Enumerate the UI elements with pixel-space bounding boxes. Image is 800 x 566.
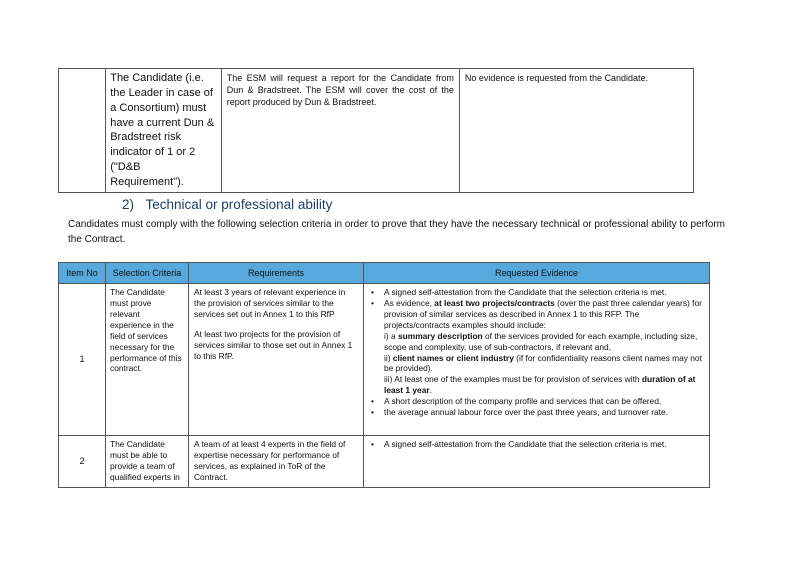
item-number: 2 (59, 436, 106, 488)
evidence-cell: No evidence is requested from the Candidate. (459, 69, 693, 193)
item-cell-empty (59, 69, 106, 193)
list-item: • A signed self-attestation from the Candidate that the selection criteria is met. (384, 287, 704, 298)
item-number: 1 (59, 284, 106, 436)
technical-ability-table (58, 262, 710, 488)
section-title: Technical or professional ability (145, 197, 333, 212)
evidence-cell (364, 436, 710, 488)
list-item: • the average annual labour force over the past three years, and turnover rate. (384, 407, 704, 418)
header-requested-evidence: Requested Evidence (364, 263, 710, 284)
requirement-projects: At least two projects for the provision of services similar to those set out in Annex 1 to this RfP. (194, 328, 353, 361)
criterion-cell: The Candidate (i.e. the Leader in case of a Consortium) must have a current Dun & Bradstreet risk indicator of 1 or 2 ("D&B Requirement"). (106, 69, 222, 193)
list-item: • A signed self-attestation from the Candidate that the selection criteria is met. (384, 439, 704, 450)
requirements-cell: The ESM will request a report for the Candidate from Dun & Bradstreet. The ESM will cover the cost of the report produced by Dun & Bradstreet. (221, 69, 459, 193)
dnb-requirement-table (58, 68, 694, 193)
table-row (59, 436, 710, 488)
requirement-years: At least 3 years of relevant experience in the provision of services similar to the services set out in Annex 1 to this RfP (194, 287, 346, 319)
header-row (59, 263, 710, 284)
list-item: • A short description of the company profile and services that can be offered, (384, 396, 704, 407)
section-intro: Candidates must comply with the following selection criteria in order to prove that they have the necessary technical or professional ability to perform the Contract. (68, 219, 725, 245)
list-item: • As evidence, at least two projects/contracts (over the past three calendar years) for provision of similar services as described in Annex 1 to this RFP. The projects/contracts examples should include: i) a summary description of the services provided for each example, including size, scope and complexity, use of sub-contractors, if relevant and, ii) client names or client industry (if for confidentiality reasons client names may not be provided). iii) At least one of the examples must be for provision of services with duration of at least 1 year. (384, 298, 704, 396)
header-item-no: Item No (59, 263, 106, 284)
table-row (59, 284, 710, 436)
evidence-cell (364, 284, 710, 436)
selection-criteria-cell: The Candidate must prove relevant experience in the field of services necessary for the performance of this contract. (106, 284, 189, 436)
selection-criteria-cell: The Candidate must be able to provide a team of qualified experts in (106, 436, 189, 488)
header-requirements: Requirements (189, 263, 364, 284)
header-selection-criteria: Selection Criteria (106, 263, 189, 284)
section-number: 2) (122, 197, 135, 212)
section-heading (122, 197, 332, 212)
requirements-cell: A team of at least 4 experts in the field of expertise necessary for performance of services, as explained in ToR of the Contract. (189, 436, 364, 488)
requirements-cell (189, 284, 364, 436)
